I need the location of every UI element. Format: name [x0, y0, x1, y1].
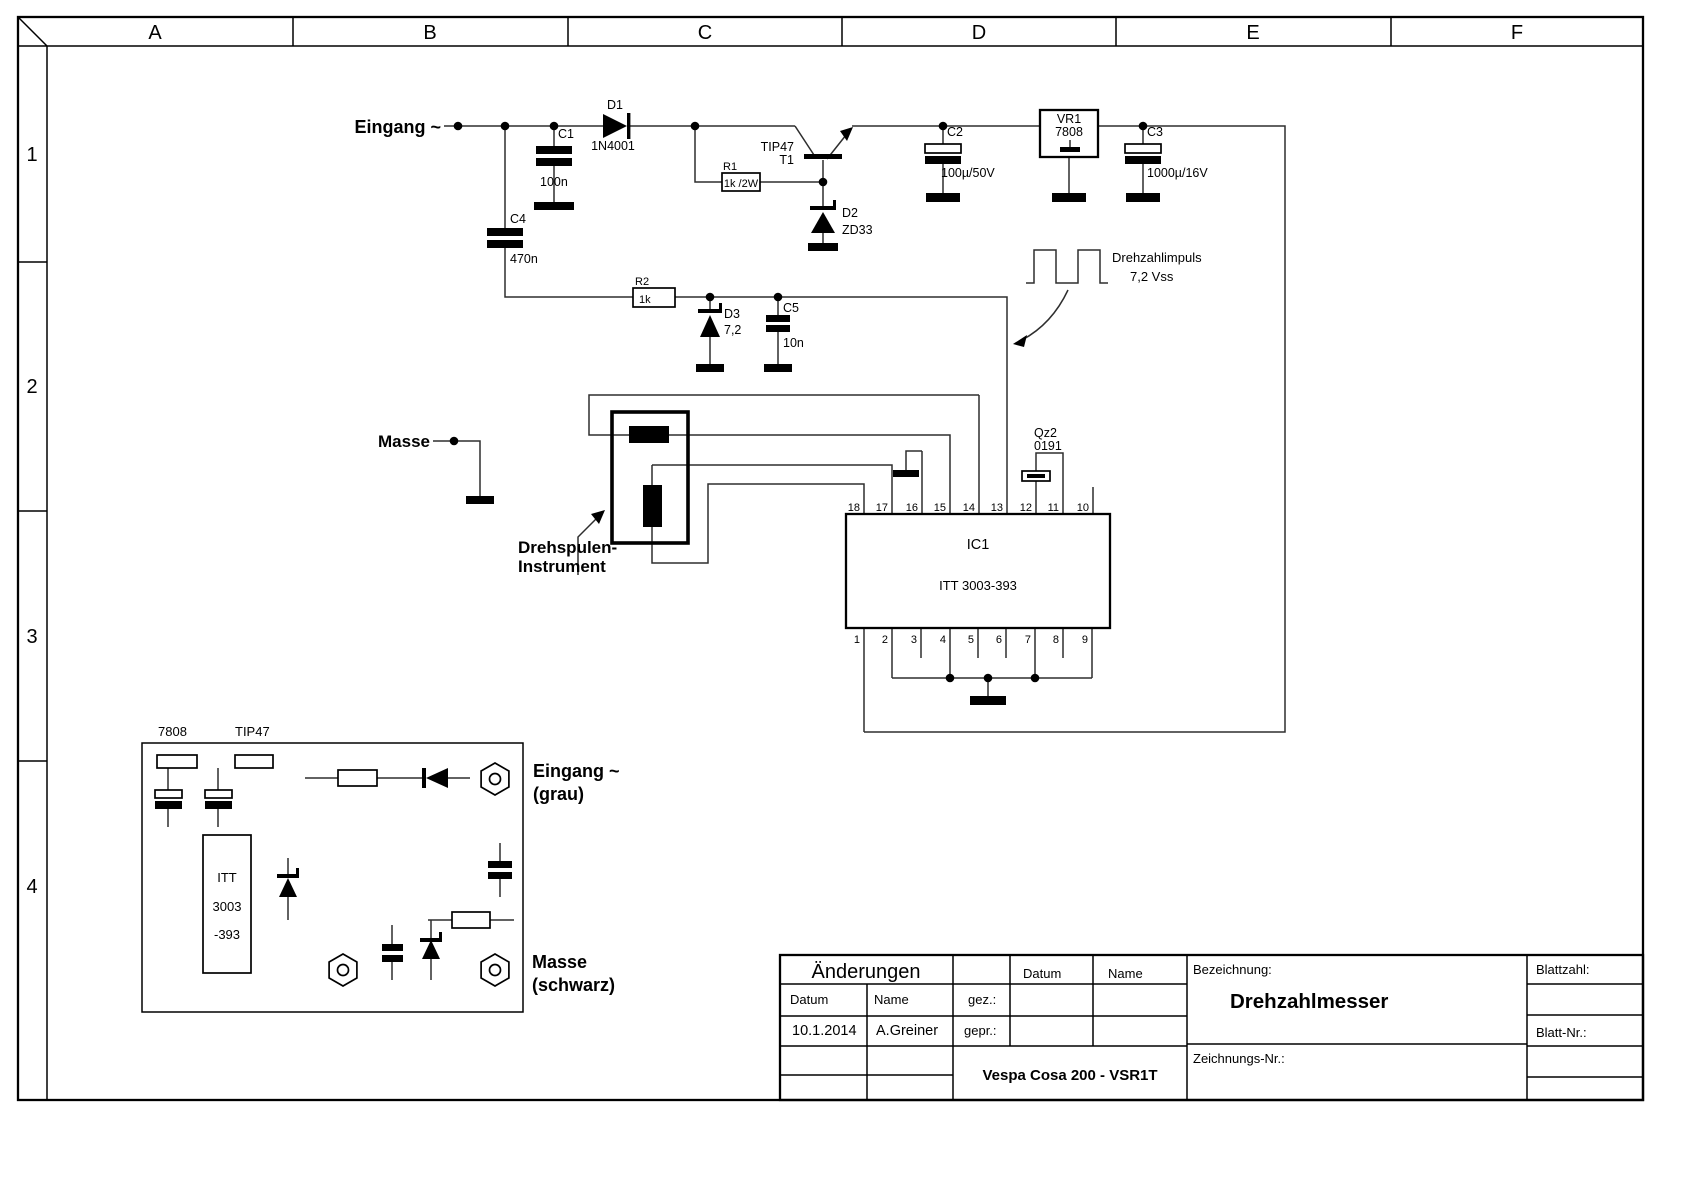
pcb-package-tip47 — [235, 755, 273, 768]
pulse-annotation — [1013, 250, 1202, 347]
instrument-coil — [629, 426, 669, 443]
hex-pad — [481, 954, 509, 986]
titleblock-change-name: A.Greiner — [876, 1023, 939, 1039]
pcb-resistor — [452, 912, 490, 928]
label-d1-value: 1N4001 — [591, 139, 635, 153]
ground-symbol — [1126, 193, 1160, 202]
pcb-input-label-line2: (grau) — [533, 784, 584, 804]
regulator-vr1 — [1040, 110, 1098, 157]
junction-dot — [939, 122, 948, 131]
pcb-ground-label-line1: Masse — [532, 952, 588, 972]
titleblock-drawing-number-label: Zeichnungs-Nr.: — [1193, 1051, 1285, 1066]
transistor-t1 — [761, 126, 853, 167]
titleblock-drawn-label: gez.: — [968, 992, 997, 1007]
ground-symbol — [696, 364, 724, 372]
titleblock-project: Vespa Cosa 200 - VSR1T — [982, 1067, 1158, 1084]
label-r2-value: 1k — [639, 294, 651, 306]
ic-pin-label: 3 — [910, 634, 917, 646]
capacitor-plate-pos — [155, 790, 182, 798]
label-pulse-line2: 7,2 Vss — [1130, 269, 1174, 284]
capacitor-plate — [536, 158, 572, 166]
titleblock-approval-date-header: Datum — [1023, 966, 1062, 981]
zener-triangle — [811, 212, 835, 233]
ic-pin-label: 6 — [995, 634, 1002, 646]
instrument-element — [643, 485, 662, 527]
zener-bar — [277, 874, 299, 878]
pad-hole — [490, 774, 501, 785]
ic-pin-label: 11 — [1047, 502, 1059, 514]
zener-d2 — [810, 200, 873, 237]
ic-pin-label: 15 — [933, 502, 946, 514]
diode-symbol — [426, 768, 448, 788]
label-c5-ref: C5 — [783, 301, 799, 315]
label-d3-ref: D3 — [724, 307, 740, 321]
capacitor-c4 — [487, 212, 538, 266]
frame-row-label: 2 — [26, 376, 38, 398]
junction-dot — [550, 122, 559, 131]
zener-tick — [719, 303, 722, 309]
label-r1-value: 1k /2W — [723, 178, 759, 190]
frame-column-label: D — [971, 22, 987, 44]
ic-pin-label: 1 — [853, 634, 860, 646]
ic-pin-numbers-top — [848, 502, 1089, 514]
titleblock-approval-name-header: Name — [1108, 966, 1143, 981]
capacitor-plate-pos — [1125, 144, 1161, 153]
capacitor-plate — [382, 944, 403, 951]
pcb-solder-pad — [329, 954, 357, 986]
titleblock-sheet-count-label: Blattzahl: — [1536, 962, 1590, 977]
label-d2-ref: D2 — [842, 206, 858, 220]
titleblock-changes-header: Änderungen — [811, 961, 921, 983]
label-r2-ref: R2 — [635, 276, 650, 288]
titleblock-change-date: 10.1.2014 — [792, 1023, 857, 1039]
label-c4-ref: C4 — [510, 212, 526, 226]
junction-dot — [819, 178, 828, 187]
label-c1-value: 100n — [540, 175, 568, 189]
ic-pin-label: 4 — [939, 634, 946, 646]
ground-symbol — [808, 243, 838, 251]
junction-dot — [706, 293, 715, 302]
label-qz2-ref: Qz2 — [1034, 426, 1057, 440]
pcb-layout — [142, 724, 620, 1012]
label-d2-value: ZD33 — [842, 223, 873, 237]
junction-dot — [984, 674, 993, 683]
label-c2-ref: C2 — [947, 125, 963, 139]
pcb-diode — [422, 768, 448, 788]
ground-symbol — [534, 202, 574, 210]
capacitor-plate — [488, 861, 512, 868]
label-vr1-value: 7808 — [1055, 125, 1083, 139]
pcb-film-cap — [488, 861, 512, 879]
ic-pin-label: 18 — [847, 502, 860, 514]
pcb-ground-label-line2: (schwarz) — [532, 975, 616, 995]
ic-pin-label: 13 — [990, 502, 1003, 514]
capacitor-c3 — [1125, 125, 1208, 180]
ic-pin-label: 16 — [905, 502, 918, 514]
label-qz2-value: 0191 — [1034, 439, 1062, 453]
resistor-r1 — [722, 161, 760, 191]
capacitor-c1 — [536, 127, 574, 189]
pcb-ic-package — [203, 835, 251, 973]
ground-label: Masse — [378, 432, 430, 451]
pcb-resistor — [338, 770, 377, 786]
zener-bar — [810, 206, 836, 210]
capacitor-plate — [536, 146, 572, 154]
transistor-emitter-arrow — [840, 127, 853, 141]
pcb-film-cap — [382, 944, 403, 962]
ground-symbol — [926, 193, 960, 202]
label-c5-value: 10n — [783, 336, 804, 350]
label-pulse-line1: Drehzahlimpuls — [1112, 250, 1202, 265]
circuit-schematic — [354, 98, 1285, 732]
frame-row-label: 1 — [26, 144, 38, 166]
pcb-label-7808: 7808 — [158, 724, 187, 739]
capacitor-plate — [487, 228, 523, 236]
titleblock-checked-label: gepr.: — [964, 1023, 997, 1038]
pcb-solder-pad — [481, 954, 509, 986]
pad-hole — [490, 965, 501, 976]
titleblock-date-header: Datum — [790, 992, 829, 1007]
junction-dot — [501, 122, 510, 131]
capacitor-plate — [487, 240, 523, 248]
pad-hole — [338, 965, 349, 976]
zener-triangle — [279, 878, 297, 897]
label-t1-ref: TIP47 — [760, 140, 794, 154]
label-vr1-ref: VR1 — [1056, 112, 1082, 126]
junction-dot — [691, 122, 700, 131]
frame-column-label: B — [423, 22, 437, 44]
pcb-package-7808 — [157, 755, 197, 768]
label-instrument-line1: Drehspulen- — [518, 538, 618, 557]
hex-pad — [329, 954, 357, 986]
regulator-gnd-bar — [1060, 147, 1080, 152]
titleblock-sheet-number-label: Blatt-Nr.: — [1536, 1025, 1587, 1040]
label-c1-ref: C1 — [558, 127, 574, 141]
titleblock-designation-label: Bezeichnung: — [1193, 962, 1272, 977]
transistor-base-bar — [804, 154, 842, 159]
drawing-frame — [18, 17, 1643, 1100]
crystal-plate — [1027, 474, 1045, 478]
pulse-pointer-arrowhead — [1013, 335, 1027, 347]
junction-dot — [1031, 674, 1040, 683]
capacitor-plate — [382, 955, 403, 962]
pulse-waveform — [1026, 250, 1108, 283]
pulse-pointer-line — [1022, 290, 1068, 340]
terminal-dot — [450, 437, 459, 446]
ground-symbol — [970, 696, 1006, 705]
frame-column-label: C — [697, 22, 713, 44]
terminal-dot — [454, 122, 463, 131]
ic-pin-label: 10 — [1076, 502, 1089, 514]
frame-column-label: E — [1246, 22, 1260, 44]
label-instrument-line2: Instrument — [518, 557, 606, 576]
capacitor-c2 — [925, 125, 995, 180]
ic-pin-numbers-bottom — [854, 634, 1088, 646]
ground-symbol — [1052, 193, 1086, 202]
ground-symbol — [764, 364, 792, 372]
title-block — [780, 955, 1643, 1100]
diode-symbol — [603, 114, 627, 138]
titleblock-name-header: Name — [874, 992, 909, 1007]
pcb-board-outline — [142, 743, 523, 1012]
ic-pin-label: 8 — [1052, 634, 1059, 646]
hex-pad — [481, 763, 509, 795]
frame-border — [18, 17, 1643, 1100]
capacitor-plate — [766, 315, 790, 322]
capacitor-plate-neg — [1125, 156, 1161, 164]
ic-pin-label: 2 — [881, 634, 888, 646]
zener-d3 — [698, 303, 741, 337]
frame-row-label: 3 — [26, 626, 38, 648]
zener-tick — [296, 868, 299, 874]
moving-coil-instrument — [518, 412, 688, 576]
pcb-solder-pad — [481, 763, 509, 795]
capacitor-plate-neg — [925, 156, 961, 164]
capacitor-plate-neg — [205, 801, 232, 809]
frame-column-label: A — [148, 22, 162, 44]
capacitor-plate-neg — [155, 801, 182, 809]
label-r1-ref: R1 — [723, 161, 738, 173]
label-d3-value: 7,2 — [724, 323, 742, 337]
input-label: Eingang ~ — [354, 117, 441, 137]
capacitor-c5 — [766, 301, 804, 350]
capacitor-plate-pos — [925, 144, 961, 153]
diode-cathode-bar — [627, 113, 630, 139]
capacitor-plate-pos — [205, 790, 232, 798]
label-c3-value: 1000µ/16V — [1147, 166, 1208, 180]
frame-column-label: F — [1510, 22, 1524, 44]
ground-symbol — [893, 470, 919, 477]
label-t1-value: T1 — [779, 153, 794, 167]
pcb-electrolytic-cap — [155, 790, 182, 809]
ic-pin-label: 12 — [1019, 502, 1032, 514]
label-ic1-ref: IC1 — [966, 537, 990, 553]
junction-dot — [774, 293, 783, 302]
capacitor-plate — [766, 325, 790, 332]
zener-bar — [698, 309, 722, 313]
ic-pin-label: 5 — [967, 634, 974, 646]
pcb-label-tip47: TIP47 — [235, 724, 270, 739]
label-d1-ref: D1 — [607, 98, 623, 112]
ic-pin-label: 9 — [1081, 634, 1088, 646]
zener-tick — [439, 932, 442, 938]
diode-cathode-bar — [422, 768, 426, 788]
junction-dot — [1139, 122, 1148, 131]
ic-pin-label: 14 — [962, 502, 975, 514]
label-c2-value: 100µ/50V — [941, 166, 995, 180]
pcb-electrolytic-cap — [205, 790, 232, 809]
zener-triangle — [422, 940, 440, 959]
junction-dot — [946, 674, 955, 683]
ic1 — [846, 502, 1110, 646]
pcb-ic-line1: ITT — [217, 870, 237, 885]
titleblock-designation: Drehzahlmesser — [1230, 990, 1389, 1013]
ground-symbol — [466, 496, 494, 504]
ic-pin-label: 17 — [875, 502, 888, 514]
zener-tick — [833, 200, 836, 206]
label-c3-ref: C3 — [1147, 125, 1163, 139]
label-ic1-value: ITT 3003-393 — [939, 578, 1017, 593]
ic-body — [846, 514, 1110, 628]
frame-row-label: 4 — [26, 876, 38, 898]
pcb-ic-line2: 3003 — [212, 899, 242, 914]
capacitor-plate — [488, 872, 512, 879]
pcb-ic-line3: -393 — [213, 927, 241, 942]
ic-pin-label: 7 — [1024, 634, 1031, 646]
label-c4-value: 470n — [510, 252, 538, 266]
zener-triangle — [700, 315, 720, 337]
frame-grid-lines — [18, 17, 1643, 1100]
pcb-input-label-line1: Eingang ~ — [533, 761, 620, 781]
resistor-r2 — [633, 276, 675, 307]
